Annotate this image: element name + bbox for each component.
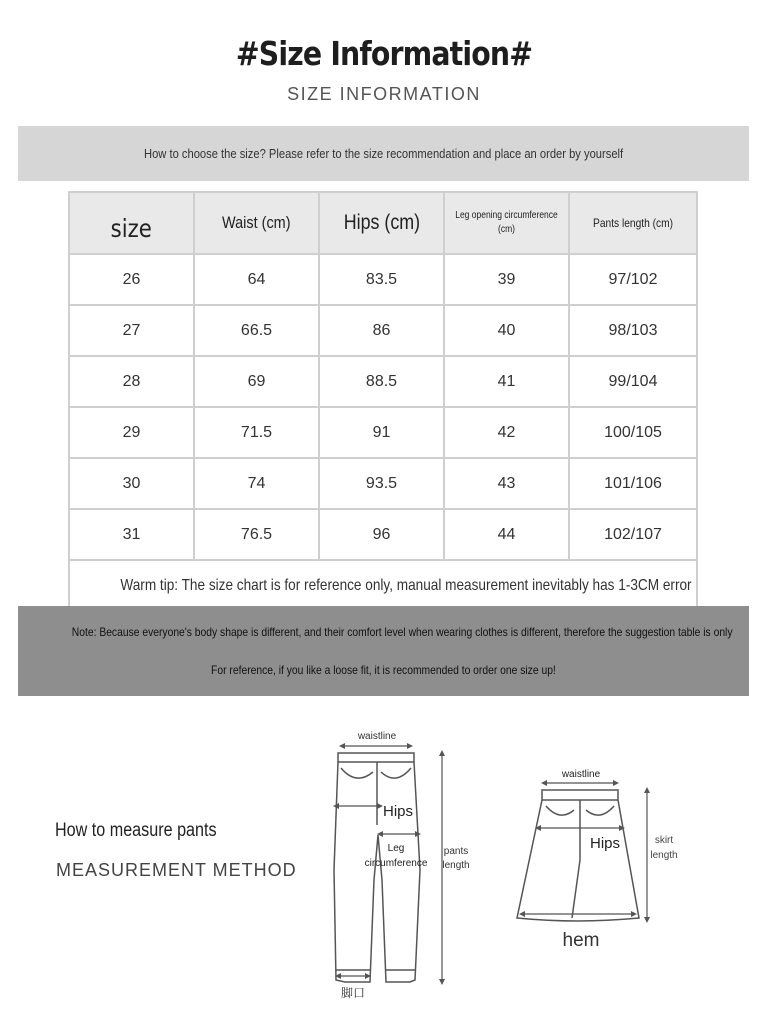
cell-hips: 86 [319,305,444,356]
cell-size: 30 [69,458,194,509]
page-subtitle: SIZE INFORMATION [287,84,481,104]
table-row [69,356,697,407]
cell-pants-length: 101/106 [569,458,697,509]
note-banner [18,606,749,696]
cell-leg-opening: 43 [444,458,569,509]
cell-waist: 69 [194,356,319,407]
pants-length-label-2: length [442,860,470,871]
header-hips: Hips (cm) [319,192,444,254]
cell-size: 27 [69,305,194,356]
page-title: #Size Information# [235,34,533,73]
pants-hips-label: Hips [382,803,414,820]
table-row [69,407,697,458]
table-row [69,458,697,509]
table-row [69,254,697,305]
cell-size: 31 [69,509,194,560]
skirt-illustration [517,790,639,921]
pants-length-label-1: pants [443,846,469,857]
warm-tip: Warm tip: The size chart is for reference only, manual measurement inevitably has 1-3CM error [69,560,697,611]
cell-waist: 71.5 [194,407,319,458]
cell-pants-length: 98/103 [569,305,697,356]
cell-pants-length: 100/105 [569,407,697,458]
cell-size: 29 [69,407,194,458]
size-guide-banner [18,126,749,181]
size-guide-text: How to choose the size? Please refer to the size recommendation and place an order by yourself [143,146,624,161]
cell-leg-opening: 41 [444,356,569,407]
header-size: size [69,192,194,254]
pants-leg-label-2: circumference [364,858,428,869]
header-pants-length: Pants length (cm) [569,192,697,254]
cell-pants-length: 99/104 [569,356,697,407]
measurement-diagrams [0,720,768,1024]
cell-hips: 83.5 [319,254,444,305]
cell-waist: 76.5 [194,509,319,560]
cell-waist: 74 [194,458,319,509]
cell-hips: 91 [319,407,444,458]
cell-waist: 64 [194,254,319,305]
table-header-row [69,192,697,254]
skirt-length-label-2: length [650,850,678,861]
cell-waist: 66.5 [194,305,319,356]
skirt-waistline-label: waistline [561,769,601,780]
header-waist: Waist (cm) [194,192,319,254]
table-row [69,509,697,560]
table-row [69,305,697,356]
cell-hips: 93.5 [319,458,444,509]
pants-hem-label: 脚口 [340,986,366,1000]
skirt-hips-label: Hips [589,835,621,852]
cell-pants-length: 102/107 [569,509,697,560]
cell-pants-length: 97/102 [569,254,697,305]
skirt-length-label-1: skirt [654,835,674,846]
cell-size: 26 [69,254,194,305]
header-leg-opening: Leg opening circumference (cm) [444,192,569,254]
cell-leg-opening: 42 [444,407,569,458]
cell-hips: 96 [319,509,444,560]
measure-subtitle: MEASUREMENT METHOD [56,860,297,880]
cell-size: 28 [69,356,194,407]
note-line-2: For reference, if you like a loose fit, it is recommended to order one size up! [211,663,556,677]
table-tip-row [69,560,697,611]
pants-waistline-label: waistline [357,731,397,742]
cell-leg-opening: 44 [444,509,569,560]
cell-leg-opening: 39 [444,254,569,305]
measure-title: How to measure pants [55,820,217,841]
note-line-1: Note: Because everyone's body shape is different, and their comfort level when wearing clothes is different, therefore the suggestion table is only [71,625,733,639]
size-table [68,191,698,612]
cell-leg-opening: 40 [444,305,569,356]
skirt-hem-label: hem [562,930,600,951]
cell-hips: 88.5 [319,356,444,407]
pants-leg-label-1: Leg [387,843,405,854]
